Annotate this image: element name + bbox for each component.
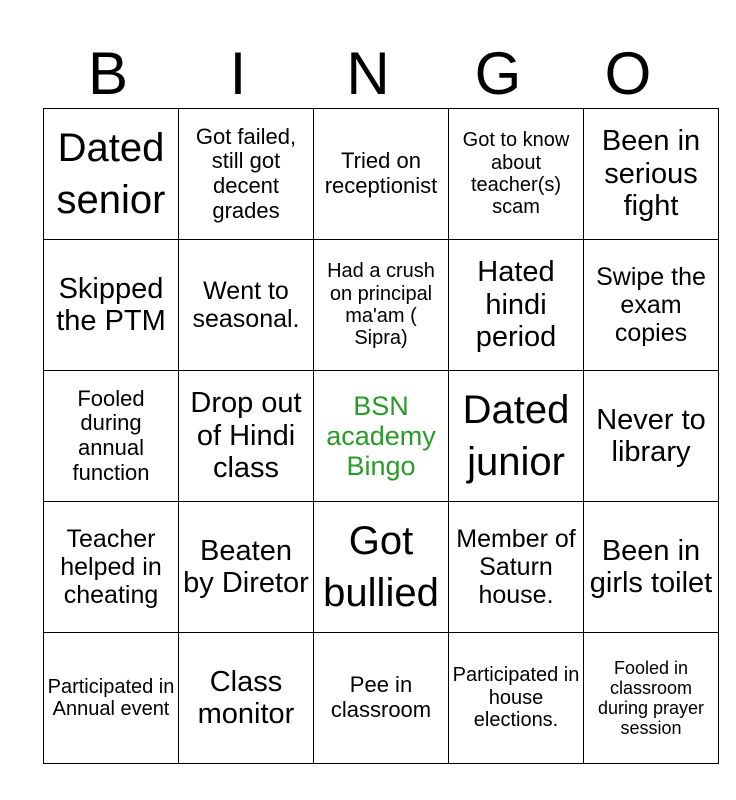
bingo-cell[interactable]: Dated senior xyxy=(44,109,179,240)
bingo-cell[interactable]: Teacher helped in cheating xyxy=(44,502,179,633)
bingo-cell[interactable]: Got bullied xyxy=(314,502,449,633)
bingo-cell[interactable]: Been in girls toilet xyxy=(584,502,719,633)
bingo-cell[interactable]: Fooled in classroom during prayer session xyxy=(584,633,719,764)
bingo-cell[interactable]: Got to know about teacher(s) scam xyxy=(449,109,584,240)
bingo-cell[interactable]: Class monitor xyxy=(179,633,314,764)
board-row xyxy=(44,371,719,502)
bingo-cell[interactable]: Participated in house elections. xyxy=(449,633,584,764)
bingo-cell[interactable]: Tried on receptionist xyxy=(314,109,449,240)
bingo-board xyxy=(43,108,719,764)
bingo-cell[interactable]: Skipped the PTM xyxy=(44,240,179,371)
bingo-cell[interactable]: Swipe the exam copies xyxy=(584,240,719,371)
board-row xyxy=(44,240,719,371)
bingo-cell[interactable]: Had a crush on principal ma'am ( Sipra) xyxy=(314,240,449,371)
free-space-cell[interactable]: BSN academy Bingo xyxy=(314,371,449,502)
header-letter-b: B xyxy=(87,40,129,107)
header-letter-n: N xyxy=(346,40,390,107)
board-row xyxy=(44,633,719,764)
header-letter-i: I xyxy=(229,40,247,107)
bingo-cell[interactable]: Drop out of Hindi class xyxy=(179,371,314,502)
bingo-cell[interactable]: Dated junior xyxy=(449,371,584,502)
bingo-cell[interactable]: Went to seasonal. xyxy=(179,240,314,371)
header-letter-g: G xyxy=(474,40,522,107)
board-row xyxy=(44,109,719,240)
bingo-cell[interactable]: Never to library xyxy=(584,371,719,502)
bingo-cell[interactable]: Member of Saturn house. xyxy=(449,502,584,633)
bingo-cell[interactable]: Participated in Annual event xyxy=(44,633,179,764)
bingo-cell[interactable]: Been in serious fight xyxy=(584,109,719,240)
bingo-cell[interactable]: Hated hindi period xyxy=(449,240,584,371)
header-letter-o: O xyxy=(604,40,652,107)
bingo-cell[interactable]: Beaten by Diretor xyxy=(179,502,314,633)
bingo-cell[interactable]: Fooled during annual function xyxy=(44,371,179,502)
bingo-cell[interactable]: Got failed, still got decent grades xyxy=(179,109,314,240)
bingo-header xyxy=(43,40,693,108)
bingo-cell[interactable]: Pee in classroom xyxy=(314,633,449,764)
board-row xyxy=(44,502,719,633)
